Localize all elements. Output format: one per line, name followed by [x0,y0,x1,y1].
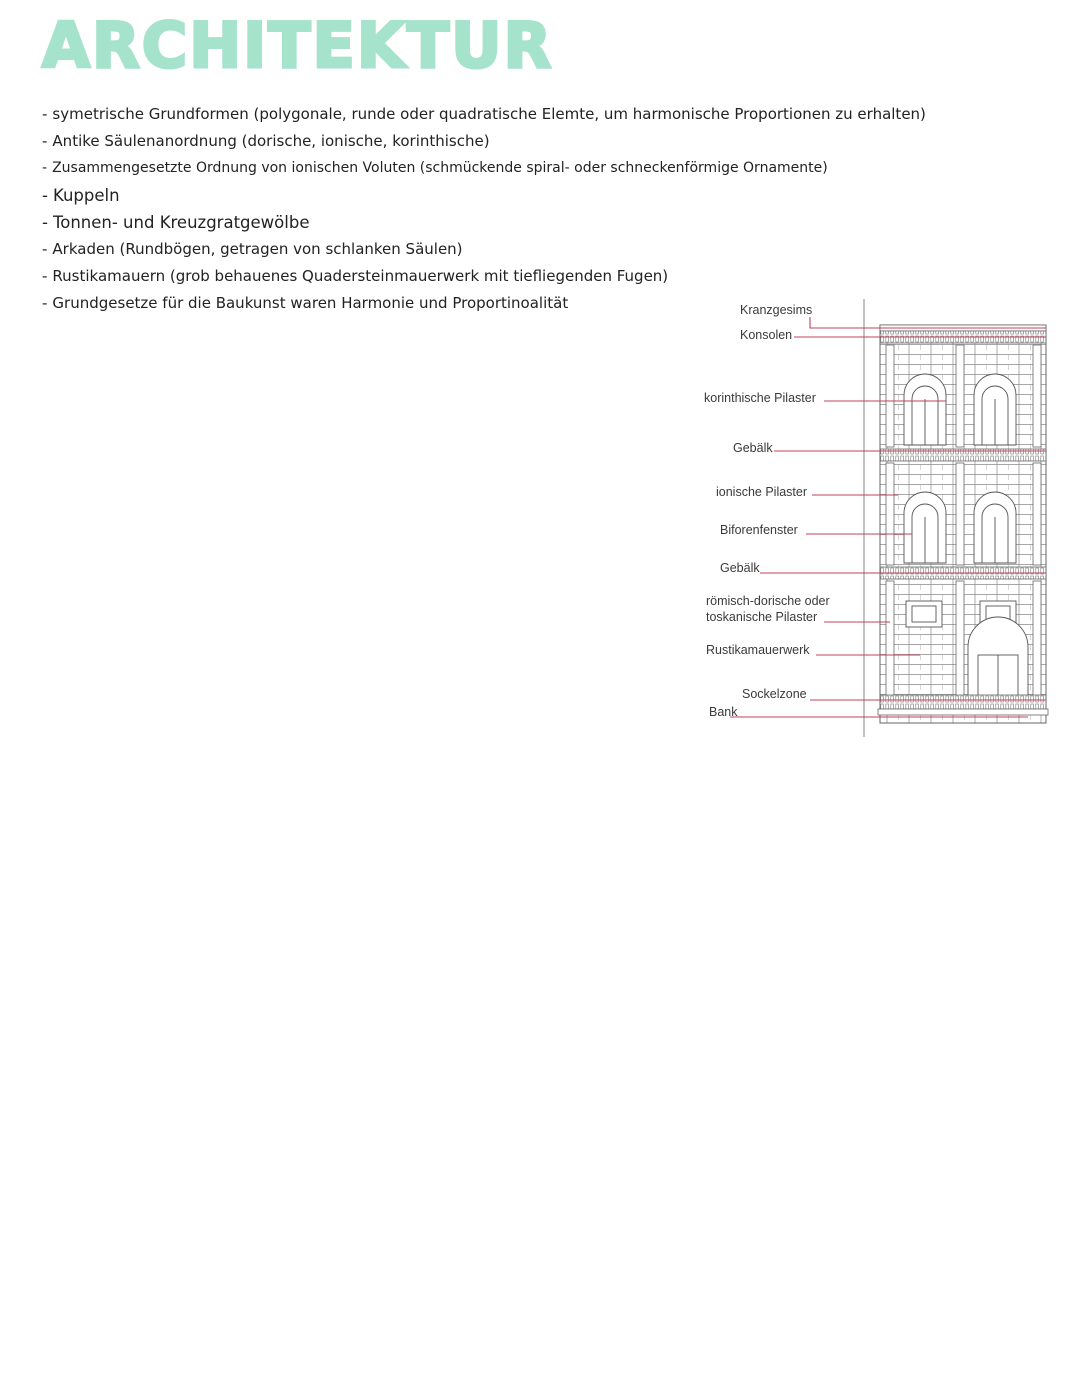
label-toskanische-pilaster: toskanische Pilaster [706,610,818,624]
list-item-text: Kuppeln [52,186,120,205]
label-sockelzone: Sockelzone [742,687,807,701]
list-item: - Arkaden (Rundbögen, getragen von schlanken Säulen) [42,240,463,258]
list-item: - Kuppeln [42,186,120,205]
label-bank: Bank [709,705,738,719]
list-item: - symetrische Grundformen (polygonale, runde oder quadratische Elemte, um harmonische Proportionen zu erhalten) [42,105,926,123]
label-gebaelk-lower: Gebälk [720,561,760,575]
label-rustikamauerwerk: Rustikamauerwerk [706,643,810,657]
list-item: - Grundgesetze für die Baukunst waren Harmonie und Proportinoalität [42,294,569,312]
label-konsolen: Konsolen [740,328,793,342]
label-ionische-pilaster: ionische Pilaster [716,485,808,499]
feature-list [42,101,926,317]
label-kranzgesims: Kranzgesims [740,303,813,317]
list-item-text: Tonnen- und Kreuzgratgewölbe [52,213,310,232]
label-korinthische-pilaster: korinthische Pilaster [704,391,816,405]
list-item-text: Arkaden (Rundbögen, getragen von schlanken Säulen) [52,240,463,258]
page-title: ARCHITEKTUR [42,9,554,82]
list-item-text: Rustikamauern (grob behauenes Quadersteinmauerwerk mit tiefliegenden Fugen) [52,267,669,285]
list-item: - Antike Säulenanordnung (dorische, ionische, korinthische) [42,132,490,150]
facade-diagram [700,295,1060,740]
list-item-text: Antike Säulenanordnung (dorische, ionische, korinthische) [52,132,490,150]
list-item-text: Grundgesetze für die Baukunst waren Harmonie und Proportinoalität [52,294,569,312]
list-item-text: Zusammengesetzte Ordnung von ionischen Voluten (schmückende spiral- oder schneckenförmige Ornamente) [52,160,828,176]
label-biforenfenster: Biforenfenster [720,523,798,537]
facade [878,325,1048,723]
label-gebaelk-upper: Gebälk [733,441,773,455]
list-item: - Tonnen- und Kreuzgratgewölbe [42,213,310,232]
list-item: - Rustikamauern (grob behauenes Quadersteinmauerwerk mit tiefliegenden Fugen) [42,267,669,285]
facade-drawing [700,295,1060,740]
label-roemisch-dorische: römisch-dorische oder [706,594,830,608]
list-item: - Zusammengesetzte Ordnung von ionischen Voluten (schmückende spiral- oder schneckenförmige Ornamente) [42,160,828,176]
list-item-text: symetrische Grundformen (polygonale, runde oder quadratische Elemte, um harmonische Proportionen zu erhalten) [52,105,926,123]
